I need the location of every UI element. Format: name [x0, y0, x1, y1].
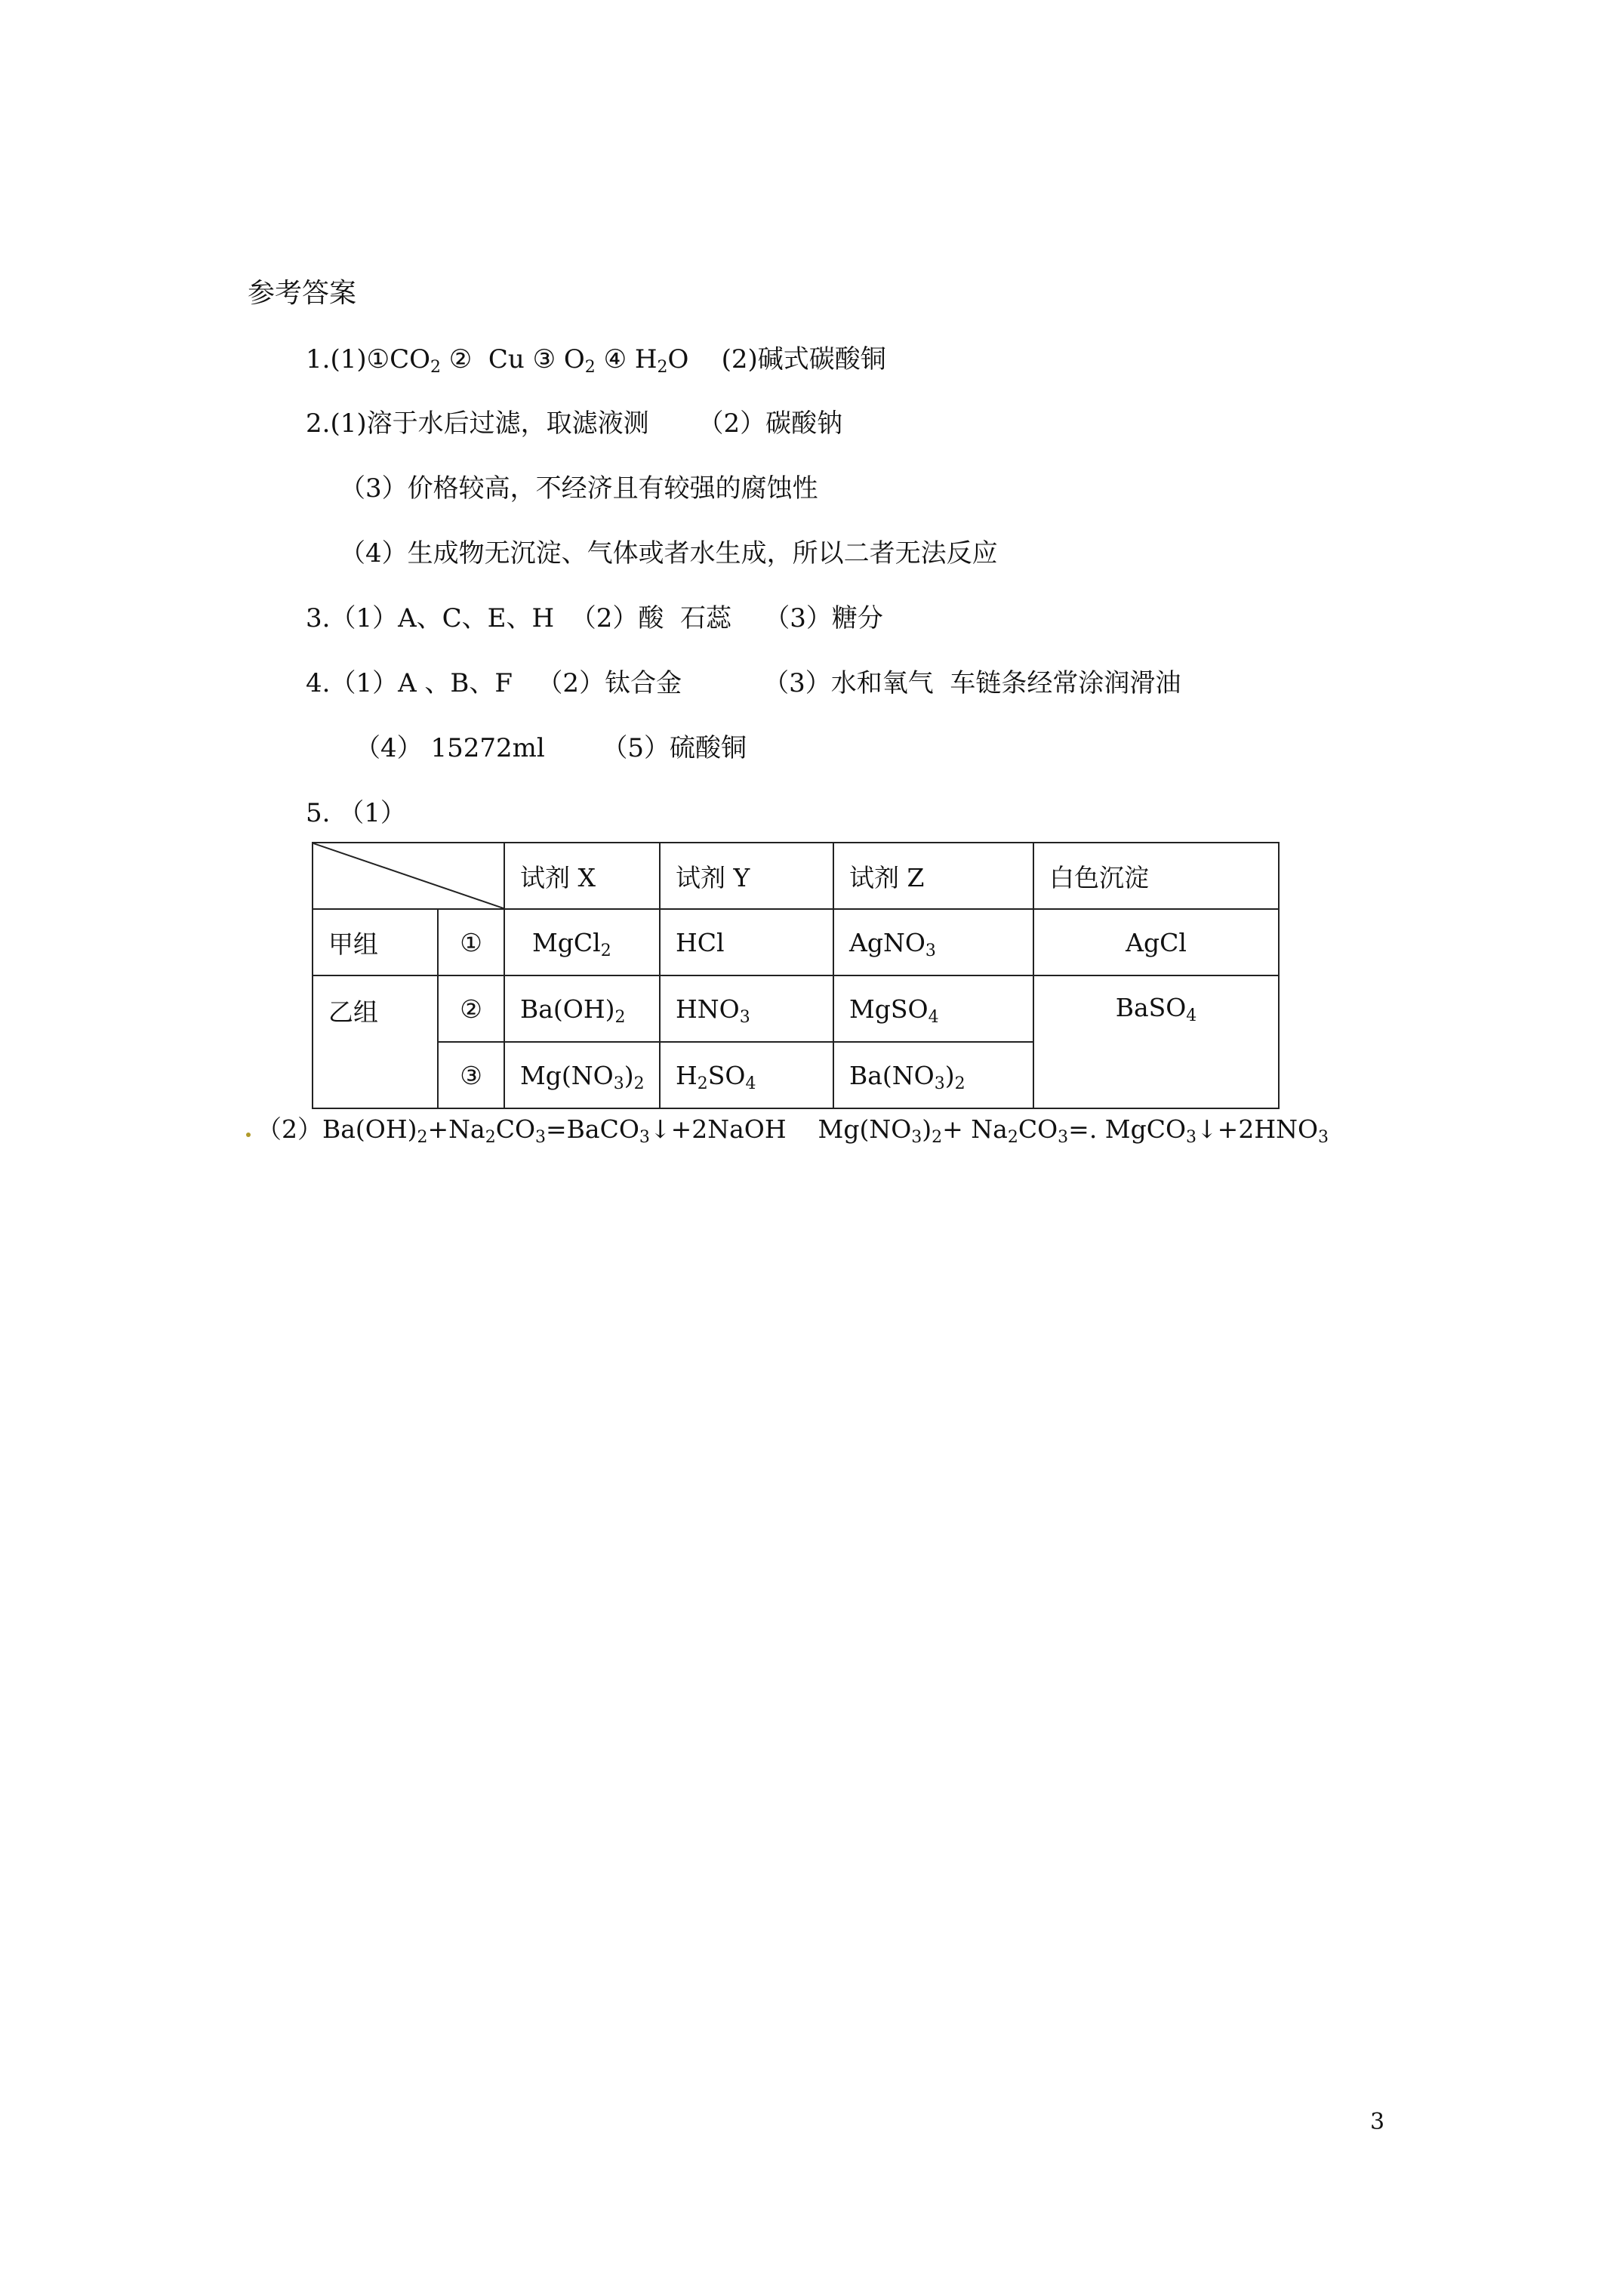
cell-r2-z: MgSO$_4$ [833, 975, 1033, 1042]
answer-4-line-1: 4.（1）A 、B、F （2）钛合金 （3）水和氧气 车链条经常涂润滑油 [306, 668, 1181, 698]
header-reagent-z: 试剂 Z [833, 843, 1033, 909]
cell-r1-y: HCl [660, 909, 833, 975]
cell-r1-x: MgCl$_2$ [504, 909, 660, 975]
cell-r2-precipitate: BaSO$_4$ [1033, 975, 1279, 1108]
cell-r2-y: $HNO_3$ [660, 975, 833, 1042]
reagent-table [312, 842, 1280, 1109]
answer-2-line-1: 2.(1)溶于水后过滤，取滤液测 （2）碳酸钠 [306, 408, 843, 439]
row-mark-2: ② [438, 975, 504, 1042]
cell-r3-x: $Mg(NO_3)_2$ [504, 1042, 660, 1108]
header-reagent-x: 试剂 X [504, 843, 660, 909]
answer-5-label: 5. （1） [306, 798, 406, 828]
cell-r1-z: AgNO$_3$ [833, 909, 1033, 975]
diagonal-header-cell [313, 843, 504, 909]
cell-r2-x: $Ba(OH)_2$ [504, 975, 660, 1042]
group-jia: 甲组 [313, 909, 438, 975]
diagonal-line [313, 843, 504, 908]
row-mark-1: ① [438, 909, 504, 975]
answer-1: $1.(1)①CO_2$ ② Cu ③ $O_2$ ④ $H_2O$ (2)碱式碳酸铜 [306, 344, 886, 377]
stray-mark [246, 1133, 251, 1137]
cell-r3-z: $Ba(NO_3)_2$ [833, 1042, 1033, 1108]
answer-2-line-2: （3）价格较高，不经济且有较强的腐蚀性 [340, 473, 818, 504]
answer-4-line-2: （4） 15272ml （5）硫酸铜 [355, 733, 747, 763]
header-white-precipitate: 白色沉淀 [1033, 843, 1279, 909]
page-number: 3 [1370, 2109, 1385, 2135]
table-row [313, 975, 1279, 1042]
table-row [313, 909, 1279, 975]
row-mark-3: ③ [438, 1042, 504, 1108]
answer-2-line-3: （4）生成物无沉淀、气体或者水生成，所以二者无法反应 [340, 538, 998, 569]
group-yi: 乙组 [313, 975, 438, 1108]
header-reagent-y: 试剂 Y [660, 843, 833, 909]
cell-r3-y: $H_2SO_4$ [660, 1042, 833, 1108]
answer-3: 3.（1）A、C、E、H （2）酸 石蕊 （3）糖分 [306, 603, 883, 633]
answer-heading: 参考答案 [248, 278, 357, 309]
table-header-row [313, 843, 1279, 909]
answer-5-equations: $(2)Ba(OH)_2+Na_2CO_3=BaCO_3↓+2NaOH$ $Mg(NO_3)_2+ Na_2CO_3=$. $MgCO_3↓+2HNO_3$ [257, 1114, 1329, 1147]
cell-r1-precipitate: AgCl [1033, 909, 1279, 975]
